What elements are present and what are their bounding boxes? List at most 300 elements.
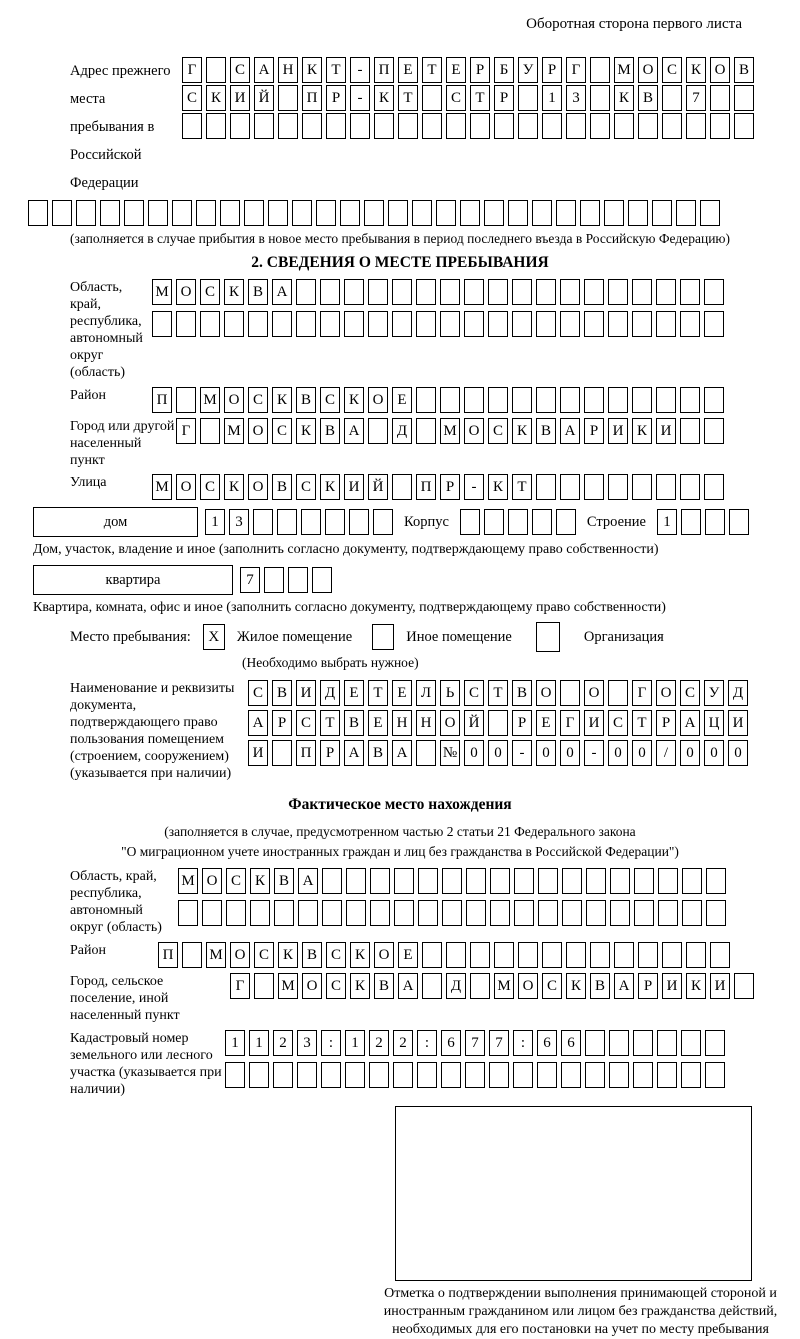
char-box[interactable]: Т: [422, 57, 442, 83]
char-box[interactable]: [704, 474, 724, 500]
char-box[interactable]: [680, 387, 700, 413]
char-box[interactable]: [393, 1062, 413, 1088]
char-box[interactable]: [325, 509, 345, 535]
char-box[interactable]: А: [298, 868, 318, 894]
char-box[interactable]: [394, 900, 414, 926]
char-box[interactable]: [470, 113, 490, 139]
char-box[interactable]: К: [512, 418, 532, 444]
char-box[interactable]: [326, 113, 346, 139]
char-box[interactable]: [442, 900, 462, 926]
char-box[interactable]: 0: [608, 740, 628, 766]
char-box[interactable]: А: [392, 740, 412, 766]
char-box[interactable]: [680, 279, 700, 305]
char-box[interactable]: К: [224, 474, 244, 500]
char-box[interactable]: [536, 474, 556, 500]
char-box[interactable]: П: [296, 740, 316, 766]
char-box[interactable]: Т: [470, 85, 490, 111]
char-box[interactable]: 3: [297, 1030, 317, 1056]
char-box[interactable]: [609, 1062, 629, 1088]
char-box[interactable]: О: [656, 680, 676, 706]
char-box[interactable]: Д: [320, 680, 340, 706]
char-box[interactable]: [412, 200, 432, 226]
char-box[interactable]: [388, 200, 408, 226]
char-box[interactable]: /: [656, 740, 676, 766]
char-box[interactable]: О: [536, 680, 556, 706]
char-box[interactable]: [556, 509, 576, 535]
char-box[interactable]: [422, 973, 442, 999]
char-box[interactable]: 6: [537, 1030, 557, 1056]
char-box[interactable]: К: [296, 418, 316, 444]
char-box[interactable]: [604, 200, 624, 226]
char-box[interactable]: Н: [392, 710, 412, 736]
char-box[interactable]: [562, 900, 582, 926]
char-box[interactable]: В: [512, 680, 532, 706]
char-box[interactable]: [705, 509, 725, 535]
char-box[interactable]: [446, 113, 466, 139]
char-box[interactable]: [704, 418, 724, 444]
char-box[interactable]: Л: [416, 680, 436, 706]
char-box[interactable]: [225, 1062, 245, 1088]
char-box[interactable]: Г: [632, 680, 652, 706]
char-box[interactable]: [657, 1062, 677, 1088]
char-box[interactable]: [488, 311, 508, 337]
char-box[interactable]: К: [272, 387, 292, 413]
char-box[interactable]: [340, 200, 360, 226]
char-box[interactable]: [680, 474, 700, 500]
char-box[interactable]: [513, 1062, 533, 1088]
char-box[interactable]: [705, 1062, 725, 1088]
char-box[interactable]: А: [254, 57, 274, 83]
char-box[interactable]: [662, 113, 682, 139]
char-box[interactable]: [392, 311, 412, 337]
char-box[interactable]: [418, 900, 438, 926]
char-box[interactable]: [536, 311, 556, 337]
char-box[interactable]: №: [440, 740, 460, 766]
char-box[interactable]: [734, 973, 754, 999]
char-box[interactable]: [446, 942, 466, 968]
char-box[interactable]: [536, 279, 556, 305]
char-box[interactable]: [316, 200, 336, 226]
char-box[interactable]: [418, 868, 438, 894]
char-box[interactable]: -: [350, 85, 370, 111]
char-box[interactable]: К: [250, 868, 270, 894]
char-box[interactable]: [440, 387, 460, 413]
char-box[interactable]: В: [272, 680, 292, 706]
char-box[interactable]: [312, 567, 332, 593]
char-box[interactable]: [638, 113, 658, 139]
char-box[interactable]: Е: [392, 387, 412, 413]
char-box[interactable]: В: [638, 85, 658, 111]
char-box[interactable]: [466, 900, 486, 926]
char-box[interactable]: [248, 311, 268, 337]
char-box[interactable]: [490, 900, 510, 926]
char-box[interactable]: С: [542, 973, 562, 999]
char-box[interactable]: [586, 868, 606, 894]
char-box[interactable]: О: [710, 57, 730, 83]
char-box[interactable]: [489, 1062, 509, 1088]
char-box[interactable]: А: [344, 418, 364, 444]
char-box[interactable]: [488, 279, 508, 305]
char-box[interactable]: [710, 942, 730, 968]
char-box[interactable]: [272, 311, 292, 337]
char-box[interactable]: С: [296, 710, 316, 736]
char-box[interactable]: П: [374, 57, 394, 83]
char-box[interactable]: С: [320, 387, 340, 413]
char-box[interactable]: О: [464, 418, 484, 444]
char-box[interactable]: Р: [638, 973, 658, 999]
char-box[interactable]: [254, 973, 274, 999]
char-box[interactable]: [182, 942, 202, 968]
char-box[interactable]: В: [274, 868, 294, 894]
char-box[interactable]: Г: [566, 57, 586, 83]
char-box[interactable]: [657, 1030, 677, 1056]
char-box[interactable]: [608, 387, 628, 413]
char-box[interactable]: В: [734, 57, 754, 83]
char-box[interactable]: [436, 200, 456, 226]
char-box[interactable]: [346, 868, 366, 894]
char-box[interactable]: [292, 200, 312, 226]
char-box[interactable]: [634, 900, 654, 926]
char-box[interactable]: [514, 900, 534, 926]
char-box[interactable]: [680, 311, 700, 337]
char-box[interactable]: [542, 942, 562, 968]
char-box[interactable]: Р: [326, 85, 346, 111]
char-box[interactable]: [584, 311, 604, 337]
char-box[interactable]: 3: [566, 85, 586, 111]
char-box[interactable]: [680, 418, 700, 444]
char-box[interactable]: [560, 680, 580, 706]
char-box[interactable]: [560, 279, 580, 305]
char-box[interactable]: 0: [728, 740, 748, 766]
char-box[interactable]: [681, 509, 701, 535]
char-box[interactable]: М: [440, 418, 460, 444]
char-box[interactable]: [512, 387, 532, 413]
char-box[interactable]: [700, 200, 720, 226]
char-box[interactable]: [580, 200, 600, 226]
char-box[interactable]: О: [248, 418, 268, 444]
char-box[interactable]: Т: [320, 710, 340, 736]
checkbox-organization[interactable]: [536, 622, 560, 652]
char-box[interactable]: [349, 509, 369, 535]
checkbox-residential[interactable]: X: [203, 624, 225, 650]
char-box[interactable]: [297, 1062, 317, 1088]
char-box[interactable]: [512, 279, 532, 305]
char-box[interactable]: Ь: [440, 680, 460, 706]
char-box[interactable]: В: [344, 710, 364, 736]
char-box[interactable]: [585, 1030, 605, 1056]
char-box[interactable]: Р: [656, 710, 676, 736]
char-box[interactable]: [226, 900, 246, 926]
char-box[interactable]: [562, 868, 582, 894]
char-box[interactable]: А: [614, 973, 634, 999]
char-box[interactable]: А: [248, 710, 268, 736]
char-box[interactable]: [250, 900, 270, 926]
char-box[interactable]: С: [326, 942, 346, 968]
char-box[interactable]: И: [248, 740, 268, 766]
char-box[interactable]: О: [230, 942, 250, 968]
char-box[interactable]: К: [320, 474, 340, 500]
char-box[interactable]: [206, 57, 226, 83]
char-box[interactable]: [734, 85, 754, 111]
char-box[interactable]: [705, 1030, 725, 1056]
char-box[interactable]: [518, 85, 538, 111]
char-box[interactable]: Й: [464, 710, 484, 736]
char-box[interactable]: Н: [416, 710, 436, 736]
char-box[interactable]: [734, 113, 754, 139]
char-box[interactable]: [370, 868, 390, 894]
char-box[interactable]: [422, 85, 442, 111]
char-box[interactable]: М: [200, 387, 220, 413]
char-box[interactable]: Е: [398, 57, 418, 83]
char-box[interactable]: [704, 387, 724, 413]
char-box[interactable]: 0: [704, 740, 724, 766]
char-box[interactable]: [296, 311, 316, 337]
char-box[interactable]: 1: [249, 1030, 269, 1056]
char-box[interactable]: Е: [398, 942, 418, 968]
char-box[interactable]: [277, 509, 297, 535]
char-box[interactable]: [182, 113, 202, 139]
char-box[interactable]: [321, 1062, 341, 1088]
char-box[interactable]: [364, 200, 384, 226]
char-box[interactable]: [704, 311, 724, 337]
char-box[interactable]: 0: [560, 740, 580, 766]
char-box[interactable]: [264, 567, 284, 593]
char-box[interactable]: [394, 868, 414, 894]
char-box[interactable]: И: [710, 973, 730, 999]
char-box[interactable]: [422, 942, 442, 968]
char-box[interactable]: [508, 200, 528, 226]
char-box[interactable]: С: [662, 57, 682, 83]
char-box[interactable]: В: [536, 418, 556, 444]
char-box[interactable]: Р: [512, 710, 532, 736]
char-box[interactable]: 7: [465, 1030, 485, 1056]
char-box[interactable]: О: [176, 474, 196, 500]
char-box[interactable]: [676, 200, 696, 226]
char-box[interactable]: Ц: [704, 710, 724, 736]
char-box[interactable]: К: [686, 973, 706, 999]
char-box[interactable]: [584, 387, 604, 413]
char-box[interactable]: [470, 973, 490, 999]
char-box[interactable]: [512, 311, 532, 337]
char-box[interactable]: [566, 113, 586, 139]
char-box[interactable]: [609, 1030, 629, 1056]
char-box[interactable]: [608, 680, 628, 706]
char-box[interactable]: Е: [392, 680, 412, 706]
char-box[interactable]: [560, 311, 580, 337]
char-box[interactable]: С: [254, 942, 274, 968]
house-type-box[interactable]: дом: [33, 507, 198, 537]
char-box[interactable]: И: [728, 710, 748, 736]
char-box[interactable]: О: [176, 279, 196, 305]
char-box[interactable]: [608, 279, 628, 305]
char-box[interactable]: [345, 1062, 365, 1088]
char-box[interactable]: Р: [440, 474, 460, 500]
char-box[interactable]: [440, 311, 460, 337]
char-box[interactable]: [532, 509, 552, 535]
char-box[interactable]: [464, 311, 484, 337]
char-box[interactable]: 6: [561, 1030, 581, 1056]
char-box[interactable]: [652, 200, 672, 226]
char-box[interactable]: [590, 942, 610, 968]
char-box[interactable]: Т: [512, 474, 532, 500]
char-box[interactable]: [494, 942, 514, 968]
char-box[interactable]: О: [584, 680, 604, 706]
char-box[interactable]: [274, 900, 294, 926]
char-box[interactable]: К: [344, 387, 364, 413]
char-box[interactable]: [729, 509, 749, 535]
char-box[interactable]: [608, 311, 628, 337]
char-box[interactable]: К: [566, 973, 586, 999]
char-box[interactable]: [28, 200, 48, 226]
char-box[interactable]: П: [158, 942, 178, 968]
char-box[interactable]: [682, 868, 702, 894]
char-box[interactable]: М: [494, 973, 514, 999]
char-box[interactable]: [416, 418, 436, 444]
char-box[interactable]: [706, 868, 726, 894]
char-box[interactable]: [416, 740, 436, 766]
char-box[interactable]: [465, 1062, 485, 1088]
char-box[interactable]: С: [608, 710, 628, 736]
char-box[interactable]: С: [248, 680, 268, 706]
char-box[interactable]: Н: [278, 57, 298, 83]
char-box[interactable]: [344, 311, 364, 337]
char-box[interactable]: Р: [272, 710, 292, 736]
char-box[interactable]: С: [488, 418, 508, 444]
char-box[interactable]: [537, 1062, 557, 1088]
char-box[interactable]: [272, 740, 292, 766]
char-box[interactable]: [392, 474, 412, 500]
char-box[interactable]: Е: [368, 710, 388, 736]
apartment-type-box[interactable]: квартира: [33, 565, 233, 595]
char-box[interactable]: [508, 509, 528, 535]
char-box[interactable]: [662, 942, 682, 968]
char-box[interactable]: С: [182, 85, 202, 111]
char-box[interactable]: [278, 113, 298, 139]
char-box[interactable]: [638, 942, 658, 968]
char-box[interactable]: О: [440, 710, 460, 736]
char-box[interactable]: Р: [584, 418, 604, 444]
char-box[interactable]: -: [464, 474, 484, 500]
char-box[interactable]: Д: [392, 418, 412, 444]
char-box[interactable]: [176, 387, 196, 413]
char-box[interactable]: [220, 200, 240, 226]
char-box[interactable]: В: [272, 474, 292, 500]
char-box[interactable]: [608, 474, 628, 500]
char-box[interactable]: [273, 1062, 293, 1088]
char-box[interactable]: 2: [393, 1030, 413, 1056]
char-box[interactable]: [488, 710, 508, 736]
char-box[interactable]: М: [152, 279, 172, 305]
char-box[interactable]: [344, 279, 364, 305]
char-box[interactable]: [662, 85, 682, 111]
char-box[interactable]: [706, 900, 726, 926]
char-box[interactable]: Г: [176, 418, 196, 444]
char-box[interactable]: [490, 868, 510, 894]
char-box[interactable]: [288, 567, 308, 593]
char-box[interactable]: [632, 387, 652, 413]
char-box[interactable]: 7: [240, 567, 260, 593]
char-box[interactable]: И: [662, 973, 682, 999]
char-box[interactable]: К: [302, 57, 322, 83]
char-box[interactable]: [441, 1062, 461, 1088]
char-box[interactable]: [254, 113, 274, 139]
char-box[interactable]: И: [656, 418, 676, 444]
char-box[interactable]: [614, 113, 634, 139]
char-box[interactable]: С: [200, 474, 220, 500]
char-box[interactable]: [368, 311, 388, 337]
char-box[interactable]: В: [302, 942, 322, 968]
char-box[interactable]: [656, 279, 676, 305]
char-box[interactable]: 6: [441, 1030, 461, 1056]
char-box[interactable]: Р: [470, 57, 490, 83]
char-box[interactable]: Г: [560, 710, 580, 736]
char-box[interactable]: А: [398, 973, 418, 999]
char-box[interactable]: О: [368, 387, 388, 413]
char-box[interactable]: [440, 279, 460, 305]
char-box[interactable]: 0: [680, 740, 700, 766]
char-box[interactable]: [100, 200, 120, 226]
char-box[interactable]: [518, 942, 538, 968]
char-box[interactable]: [398, 113, 418, 139]
char-box[interactable]: [460, 200, 480, 226]
char-box[interactable]: С: [272, 418, 292, 444]
char-box[interactable]: У: [704, 680, 724, 706]
char-box[interactable]: 1: [205, 509, 225, 535]
char-box[interactable]: О: [374, 942, 394, 968]
char-box[interactable]: [632, 279, 652, 305]
char-box[interactable]: 0: [464, 740, 484, 766]
char-box[interactable]: [200, 418, 220, 444]
char-box[interactable]: 1: [345, 1030, 365, 1056]
char-box[interactable]: [416, 387, 436, 413]
char-box[interactable]: [416, 279, 436, 305]
char-box[interactable]: [417, 1062, 437, 1088]
char-box[interactable]: [298, 900, 318, 926]
char-box[interactable]: С: [248, 387, 268, 413]
char-box[interactable]: [536, 387, 556, 413]
char-box[interactable]: М: [224, 418, 244, 444]
char-box[interactable]: С: [446, 85, 466, 111]
char-box[interactable]: О: [202, 868, 222, 894]
char-box[interactable]: [52, 200, 72, 226]
char-box[interactable]: [710, 85, 730, 111]
char-box[interactable]: [224, 311, 244, 337]
char-box[interactable]: [560, 474, 580, 500]
char-box[interactable]: [632, 311, 652, 337]
char-box[interactable]: [464, 387, 484, 413]
char-box[interactable]: И: [584, 710, 604, 736]
char-box[interactable]: [566, 942, 586, 968]
char-box[interactable]: [710, 113, 730, 139]
char-box[interactable]: С: [326, 973, 346, 999]
char-box[interactable]: [369, 1062, 389, 1088]
char-box[interactable]: [658, 868, 678, 894]
char-box[interactable]: Т: [326, 57, 346, 83]
char-box[interactable]: С: [230, 57, 250, 83]
char-box[interactable]: :: [321, 1030, 341, 1056]
char-box[interactable]: С: [464, 680, 484, 706]
char-box[interactable]: [686, 942, 706, 968]
char-box[interactable]: [610, 868, 630, 894]
char-box[interactable]: [682, 900, 702, 926]
char-box[interactable]: К: [374, 85, 394, 111]
char-box[interactable]: К: [224, 279, 244, 305]
char-box[interactable]: [392, 279, 412, 305]
char-box[interactable]: 0: [632, 740, 652, 766]
char-box[interactable]: [590, 113, 610, 139]
char-box[interactable]: [585, 1062, 605, 1088]
char-box[interactable]: [470, 942, 490, 968]
